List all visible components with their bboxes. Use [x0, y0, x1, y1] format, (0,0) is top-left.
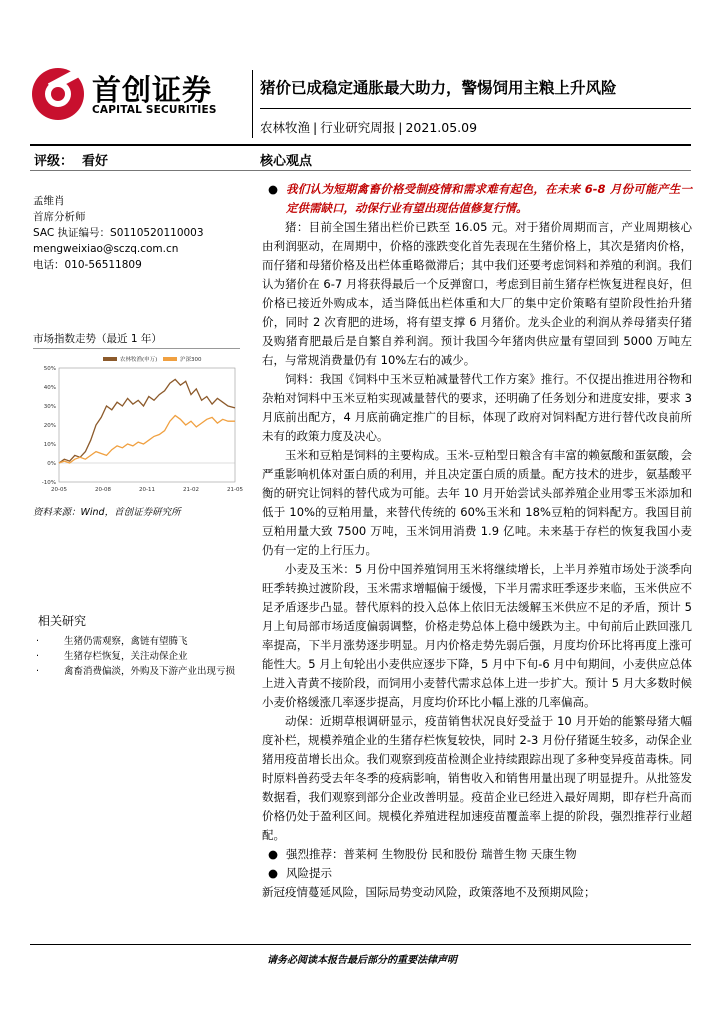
risk-title: ● 风险提示 — [262, 864, 692, 883]
related-research-list — [36, 634, 241, 679]
report-date: 2021.05.09 — [405, 120, 478, 135]
key-point: ● 我们认为短期禽畜价格受制疫情和需求难有起色，在未来 6-8 月份可能产生一定供需缺口，动保行业有望出现估值修复行情。 — [268, 182, 692, 215]
y-tick-label: 10% — [43, 442, 56, 448]
report-type-label: 行业研究周报 — [320, 120, 396, 135]
paragraph-pig: 猪：目前全国生猪出栏价已跌至 16.05 元。对于猪价周期而言，产业周期核心由利润驱动，在周期中，价格的涨跌变化首先表现在生猪价格上，其次是猪肉价格，而仔猪和母猪价格及出栏体重略微滞后；其中我们还要考虑饲料和养殖的利润。我们认为猪价在 6-7 月将获得最后一个反弹窗口，考虑到目前生猪存栏恢复进程良好，但价格已接近外购成本，适当降低出栏体重和大厂的集中定价策略有望阶段性抬升猪价，同时 2 次育肥的进场，将有望支撑 6 月猪价。龙头企业的利润从养母猪卖仔猪及购猪育肥最后是自繁自养利润。预计我国今年猪肉供应量有望回到 5000 万吨左右，与常规消费量仍有 10%左右的减少。 — [262, 220, 692, 367]
series-line-1 — [59, 379, 235, 463]
report-body — [262, 180, 692, 902]
rating-label: 评级： 看好 — [34, 154, 109, 169]
brand-name-en: CAPITAL SECURITIES — [92, 104, 217, 116]
analyst-role: 首席分析师 — [33, 211, 86, 223]
chart-source: 资料来源：Wind，首创证券研究所 — [33, 507, 181, 518]
analyst-email[interactable]: mengweixiao@sczq.com.cn — [33, 243, 179, 255]
analyst-sac: SAC 执证编号：S0110520110003 — [33, 227, 204, 239]
related-research-title: 相关研究 — [38, 614, 87, 628]
legend-label: 农林牧渔(申万) — [120, 357, 158, 363]
x-tick-label: 20-05 — [51, 487, 67, 493]
bullet-icon: · — [36, 651, 40, 662]
paragraph-animal-health: 动保：近期草根调研显示，疫苗销售状况良好受益于 10 月开始的能繁母猪大幅度补栏，规模养殖企业的生猪存栏恢复较快，同时 2-3 月份仔猪诞生较多，动保企业猪用疫苗增长出众。我们观察到疫苗检测企业持续跟踪出现了多种变异疫苗毒株。同时原料兽药受去年冬季的疫病影响，销售收入和销售用量出现了明显提升。从批签发数据看，我们观察到部分企业改善明显。疫苗企业已经进入最好周期，即存栏升高而价格仍处于盈利区间。规模化养殖进程加速疫苗覆盖率上提的阶段，强烈推荐行业超配。 — [262, 714, 692, 842]
chart-title-rule — [33, 348, 240, 349]
legend-swatch — [103, 357, 117, 361]
x-tick-label: 21-05 — [227, 487, 243, 493]
related-item[interactable]: · 生猪存栏恢复，关注动保企业 — [36, 651, 188, 662]
footer-rule — [30, 944, 691, 945]
paragraph-feed: 饲料：我国《饲料中玉米豆粕减量替代工作方案》推行。不仅提出推进用谷物和杂粕对饲料中玉米豆粕实现减量替代的要求，还明确了任务划分和进度安排，要求 3 月底前出配方，4 月底前确定推广的目标，体现了政府对饲料配方进行替代改良前所未有的政策力度及决心。 — [262, 372, 692, 443]
plot-frame — [59, 368, 235, 482]
bullet-icon: · — [36, 666, 40, 677]
report-meta: 农林牧渔 | 行业研究周报 | 2021.05.09 — [260, 120, 478, 135]
section-rule — [30, 170, 691, 171]
title-rule — [260, 108, 691, 109]
brand-logo — [30, 66, 235, 122]
y-tick-label: 30% — [43, 404, 56, 410]
y-tick-label: 20% — [43, 423, 56, 429]
related-item[interactable]: · 禽畜消费偏淡，外购及下游产业出现亏损 — [36, 666, 236, 677]
y-tick-label: 0% — [47, 461, 56, 467]
bullet-icon: ● — [268, 847, 279, 861]
report-title: 猪价已成稳定通胀最大助力，警惕饲用主粮上升风险 — [260, 79, 617, 97]
x-tick-label: 21-02 — [183, 487, 199, 493]
header-divider — [252, 70, 253, 138]
core-view-title: 核心观点 — [260, 154, 313, 169]
legend-label: 沪深300 — [180, 357, 202, 363]
paragraph-corn-soy: 玉米和豆粕是饲料的主要构成。玉米-豆粕型日粮含有丰富的赖氨酸和蛋氨酸，会严重影响机体对蛋白质的利用，并且决定蛋白质的质量。配方技术的进步，氨基酸平衡的研究让饲料的替代成为可能。去年 10 月开始尝试头部养殖企业用零玉米添加和低于 10%的豆粕用量，来替代传统的 60%玉米和 18%豆粕的饲料配方。我国目前豆粕用量大致 7500 万吨，玉米饲用消费 1.9 亿吨。未来基于存栏的恢复我国小麦仍有一定的上行压力。 — [262, 448, 692, 557]
bullet-icon: ● — [268, 182, 279, 196]
x-tick-label: 20-11 — [139, 487, 155, 493]
header-rule — [30, 144, 691, 146]
industry-label: 农林牧渔 — [260, 120, 311, 135]
analyst-phone: 电话：010-56511809 — [33, 259, 142, 271]
y-tick-label: -10% — [41, 480, 56, 486]
recommendation: ● 强烈推荐：普莱柯 生物股份 民和股份 瑞普生物 天康生物 — [262, 845, 692, 864]
y-tick-label: 40% — [43, 385, 56, 391]
market-index-chart — [33, 350, 245, 502]
legend-swatch — [163, 357, 177, 361]
related-item[interactable]: · 生猪仍需观察，禽链有望腾飞 — [36, 636, 188, 647]
paragraph-wheat-corn: 小麦及玉米：5 月份中国养殖饲用玉米将继续增长，上半月养殖市场处于淡季向旺季转换过渡阶段，玉米需求增幅偏于缓慢，下半月需求旺季逐步来临，玉米供应不足矛盾逐步凸显。替代原料的投入总体上依旧无法缓解玉米供应不足的矛盾，预计 5 月上旬局部市场适度偏弱调整，价格走势总体上稳中缓跌为主。中旬前后止跌回涨几率提高，下半月涨势逐步明显。月内价格走势先弱后强，月度均价环比将再度上涨可能性大。5 月上旬轮出小麦供应逐步下降，5 月中下旬-6 月中旬期间，小麦供应总体上进入青黄不接阶段，而饲用小麦替代需求总体上进一步扩大。预计 5 月大多数时候小麦价格缓涨几率逐步提高，月度均价环比小幅上涨的几率偏高。 — [262, 562, 692, 709]
bullet-icon: ● — [268, 866, 279, 880]
risk-text: 新冠疫情蔓延风险，国际局势变动风险，政策落地不及预期风险； — [262, 885, 596, 899]
y-tick-label: 50% — [43, 366, 56, 372]
logo-mark-icon — [30, 66, 86, 122]
brand-name-cn: 首创证券 — [92, 73, 213, 107]
analyst-info — [33, 193, 204, 273]
x-tick-label: 20-08 — [95, 487, 111, 493]
series-line-2 — [59, 416, 235, 464]
chart-title: 市场指数走势（最近 1 年） — [33, 333, 162, 345]
footer-disclaimer: 请务必阅读本报告最后部分的重要法律声明 — [267, 955, 457, 966]
analyst-name: 孟维肖 — [33, 195, 65, 207]
bullet-icon: · — [36, 636, 40, 647]
